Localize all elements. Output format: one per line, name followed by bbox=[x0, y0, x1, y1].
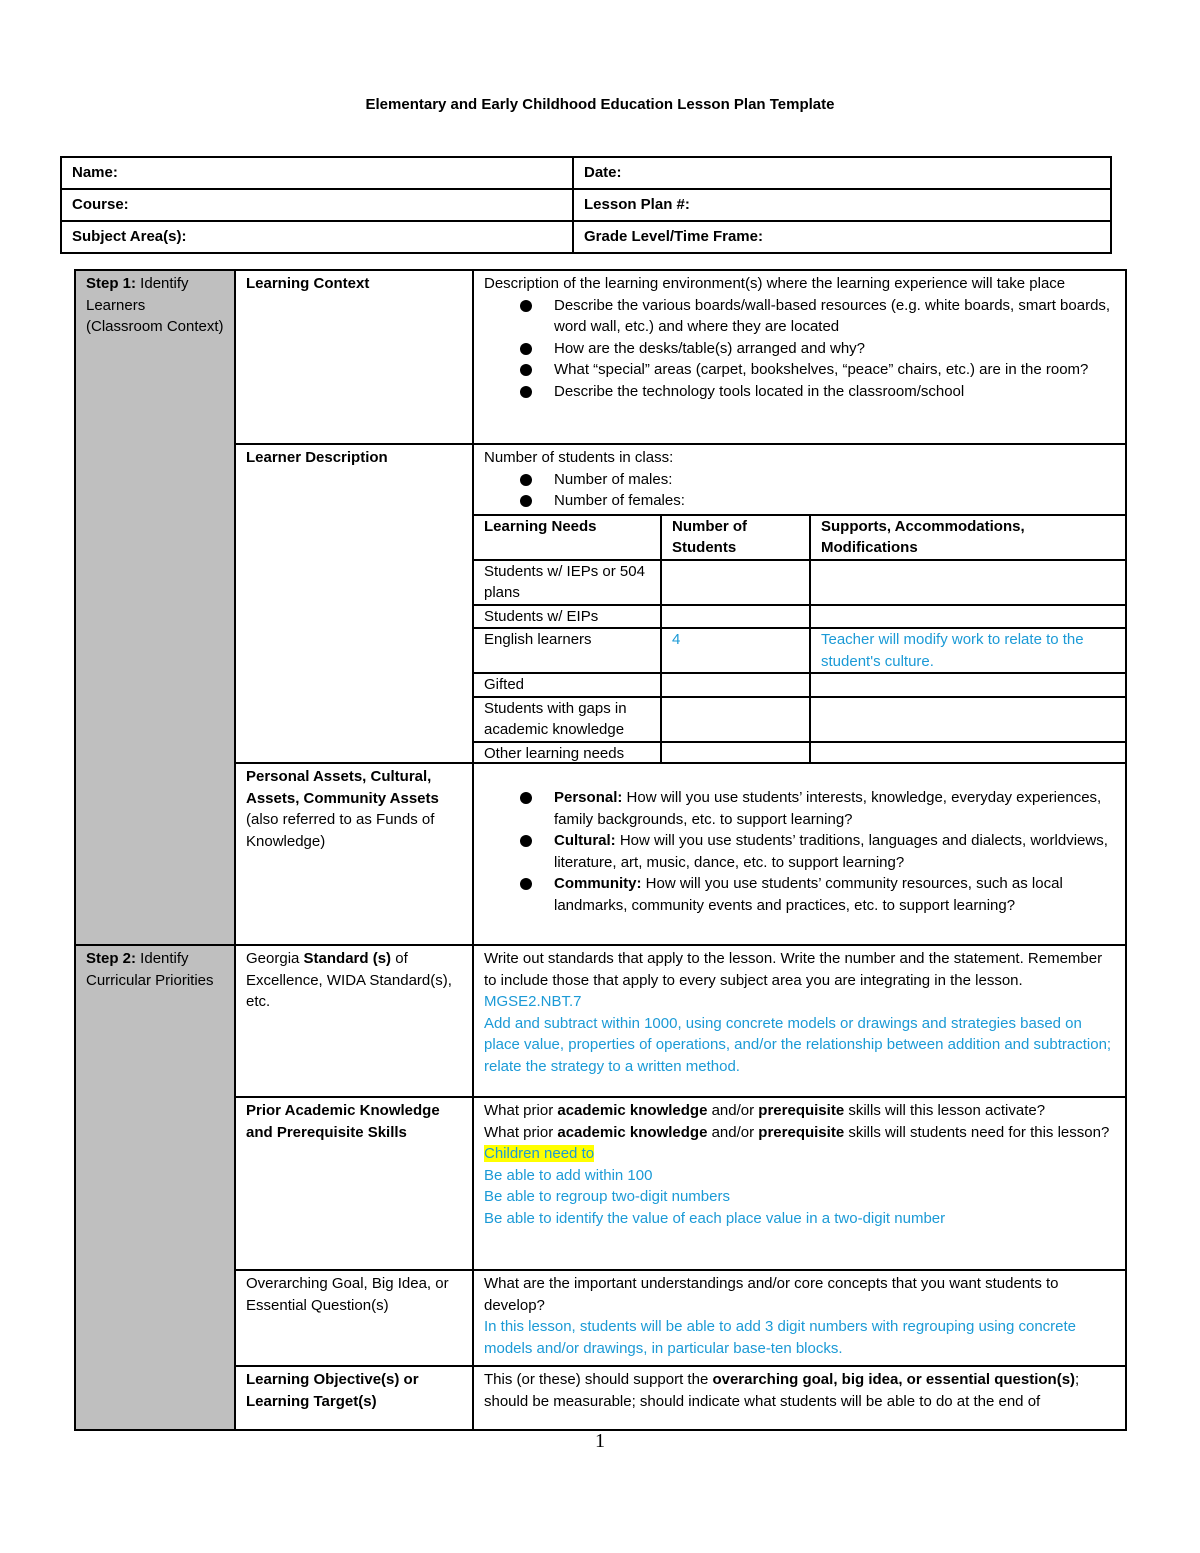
objective-text-a: This (or these) should support the bbox=[484, 1371, 713, 1388]
cultural-text: How will you use students’ traditions, languages and dialects, worldviews, literature, art, music, dance, etc. to support learning? bbox=[554, 832, 1108, 871]
standards-content[interactable] bbox=[473, 945, 1126, 1097]
objective-text-b: overarching goal, big idea, or essential question(s) bbox=[712, 1371, 1076, 1388]
standards-label-cell bbox=[235, 945, 473, 1097]
learning-context-list bbox=[484, 295, 1115, 403]
standards-label-a: Georgia bbox=[246, 950, 304, 967]
assets-label-note: (also referred to as Funds of Knowledge) bbox=[246, 811, 435, 850]
assets-label-cell bbox=[235, 763, 473, 945]
objective-text-c: ; should be measurable; should indicate what students will be able to do at the end of bbox=[484, 1371, 1080, 1410]
lesson-plan-field[interactable]: Lesson Plan #: bbox=[573, 189, 1111, 221]
subject-area-field[interactable]: Subject Area(s): bbox=[61, 221, 573, 253]
list-item: Describe the various boards/wall-based resources (e.g. white boards, smart boards, word wall, etc.) and where they are located bbox=[554, 295, 1115, 338]
list-item bbox=[554, 873, 1115, 916]
standards-instructions: Write out standards that apply to the lesson. Write the number and the statement. Remember to include those that apply to every subject area you are integrating in the lesson. bbox=[484, 950, 1103, 989]
community-label: Community: bbox=[554, 875, 642, 892]
count-cell[interactable] bbox=[661, 560, 810, 605]
goal-label: Overarching Goal, Big Idea, or Essential Question(s) bbox=[235, 1270, 473, 1366]
gender-list bbox=[484, 469, 1115, 512]
objective-content[interactable] bbox=[473, 1366, 1126, 1430]
grade-level-field[interactable]: Grade Level/Time Frame: bbox=[573, 221, 1111, 253]
prior-question-1: What prior academic knowledge and/or prerequisite skills will this lesson activate? bbox=[484, 1102, 1046, 1119]
prior-knowledge-content[interactable] bbox=[473, 1097, 1126, 1270]
community-text: How will you use students’ community resources, such as local landmarks, community events and practices, etc. to support learning? bbox=[554, 875, 1063, 914]
step1-cell bbox=[75, 270, 235, 945]
supports-header: Supports, Accommodations, Modifications bbox=[810, 515, 1125, 560]
list-item bbox=[554, 787, 1115, 830]
table-row bbox=[474, 628, 1125, 673]
count-cell[interactable] bbox=[661, 697, 810, 742]
step2-title: Identify Curricular Priorities bbox=[86, 950, 214, 989]
need-cell: English learners bbox=[474, 628, 661, 673]
needs-header: Learning Needs bbox=[474, 515, 661, 560]
assets-list bbox=[484, 787, 1115, 916]
learning-needs-table bbox=[474, 514, 1125, 765]
prior-knowledge-label: Prior Academic Knowledge and Prerequisite Skills bbox=[235, 1097, 473, 1270]
support-cell[interactable] bbox=[810, 560, 1125, 605]
need-cell: Students w/ IEPs or 504 plans bbox=[474, 560, 661, 605]
course-field[interactable]: Course: bbox=[61, 189, 573, 221]
list-item: Be able to identify the value of each place value in a two-digit number bbox=[484, 1209, 946, 1227]
standards-label-c: of Excellence, WIDA Standard(s), etc. bbox=[246, 950, 452, 1010]
support-cell[interactable]: Teacher will modify work to relate to the student's culture. bbox=[810, 628, 1125, 673]
header-info-table bbox=[60, 156, 1112, 254]
count-header: Number of Students bbox=[661, 515, 810, 560]
lesson-plan-table bbox=[74, 269, 1127, 1431]
support-cell[interactable] bbox=[810, 742, 1125, 765]
goal-content[interactable] bbox=[473, 1270, 1126, 1366]
learning-context-intro: Description of the learning environment(s) where the learning experience will take place bbox=[484, 275, 1066, 292]
support-cell[interactable] bbox=[810, 697, 1125, 742]
list-item: How are the desks/table(s) arranged and why? bbox=[554, 338, 1115, 360]
count-cell[interactable] bbox=[661, 605, 810, 629]
highlight-text: Children need to bbox=[484, 1145, 595, 1162]
count-cell[interactable] bbox=[661, 742, 810, 765]
goal-question: What are the important understandings and/or core concepts that you want students to develop? bbox=[484, 1275, 1059, 1314]
count-cell[interactable]: 4 bbox=[661, 628, 810, 673]
table-row bbox=[474, 605, 1125, 629]
list-item bbox=[554, 830, 1115, 873]
assets-content[interactable] bbox=[473, 763, 1126, 945]
step2-cell bbox=[75, 945, 235, 1430]
list-item: Be able to regroup two-digit numbers bbox=[484, 1188, 730, 1205]
students-count-label: Number of students in class: bbox=[484, 449, 674, 466]
date-field[interactable]: Date: bbox=[573, 157, 1111, 189]
cultural-label: Cultural: bbox=[554, 832, 616, 849]
table-row bbox=[474, 560, 1125, 605]
list-item: Number of males: bbox=[554, 469, 1115, 491]
document-title: Elementary and Early Childhood Education Lesson Plan Template bbox=[365, 96, 835, 113]
learning-context-content[interactable] bbox=[473, 270, 1126, 444]
need-cell: Students with gaps in academic knowledge bbox=[474, 697, 661, 742]
standard-statement: Add and subtract within 1000, using concrete models or drawings and strategies based on place value, properties of operations, and/or the relationship between addition and subtraction; relate the strategy to a written method. bbox=[484, 1014, 1112, 1075]
page-number: 1 bbox=[595, 1430, 605, 1452]
standards-label-b: Standard (s) bbox=[303, 950, 392, 967]
list-item: Describe the technology tools located in the classroom/school bbox=[554, 381, 1115, 403]
need-cell: Gifted bbox=[474, 673, 661, 697]
table-row bbox=[474, 742, 1125, 765]
table-row bbox=[474, 697, 1125, 742]
step1-title: Identify Learners (Classroom Context) bbox=[86, 275, 224, 335]
step1-label: Step 1: bbox=[86, 275, 137, 292]
list-item: What “special” areas (carpet, bookshelves, “peace” chairs, etc.) are in the room? bbox=[554, 359, 1115, 381]
list-item: Number of females: bbox=[554, 490, 1115, 512]
assets-label: Personal Assets, Cultural, Assets, Community Assets bbox=[246, 768, 439, 807]
list-item: Be able to add within 100 bbox=[484, 1166, 653, 1184]
learner-description-content[interactable] bbox=[473, 444, 1126, 763]
name-field[interactable]: Name: bbox=[61, 157, 573, 189]
step2-label: Step 2: bbox=[86, 950, 137, 967]
objective-label: Learning Objective(s) or Learning Target(s) bbox=[235, 1366, 473, 1430]
count-cell[interactable] bbox=[661, 673, 810, 697]
personal-text: How will you use students’ interests, knowledge, everyday experiences, family backgrounds, etc. to support learning? bbox=[554, 789, 1102, 828]
learning-context-label: Learning Context bbox=[235, 270, 473, 444]
learner-description-label: Learner Description bbox=[235, 444, 473, 763]
support-cell[interactable] bbox=[810, 605, 1125, 629]
goal-answer: In this lesson, students will be able to add 3 digit numbers with regrouping using concrete models and/or drawings, in particular base-ten blocks. bbox=[484, 1318, 1077, 1357]
highlighted-answer bbox=[484, 1143, 1115, 1165]
table-row bbox=[474, 673, 1125, 697]
need-cell: Students w/ EIPs bbox=[474, 605, 661, 629]
standard-code: MGSE2.NBT.7 bbox=[484, 993, 582, 1010]
support-cell[interactable] bbox=[810, 673, 1125, 697]
personal-label: Personal: bbox=[554, 789, 623, 806]
prior-question-2: What prior academic knowledge and/or prerequisite skills will students need for this lesson? bbox=[484, 1123, 1110, 1141]
need-cell: Other learning needs bbox=[474, 742, 661, 765]
